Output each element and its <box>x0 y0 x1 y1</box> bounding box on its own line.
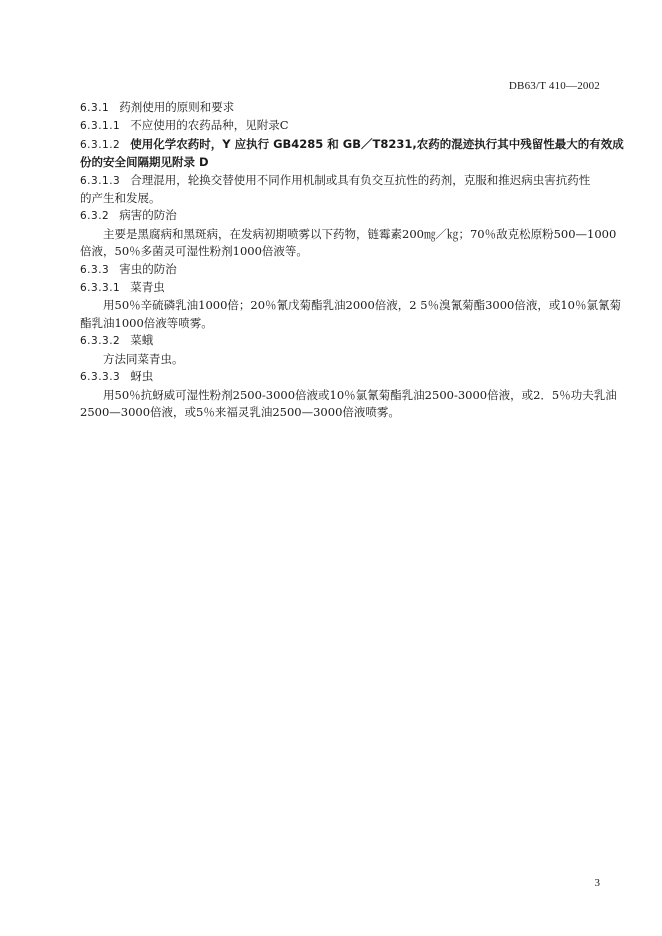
paragraph-aphid-line-1: 用50％抗蚜威可湿性粉剂2500-3000倍液或10％氯氰菊酯乳油2500-3000倍液，或2．5％功夫乳油 <box>103 387 617 402</box>
paragraph-diamondback-moth: 方法同菜青虫。 <box>103 351 184 366</box>
section-heading-6-3-3-1 <box>80 279 600 297</box>
section-number: 6.3.1 <box>80 102 110 114</box>
page-number: 3 <box>594 877 600 889</box>
clause-6-3-1-2 <box>80 136 624 154</box>
clause-text-line-2: 的产生和发展。 <box>80 191 161 206</box>
paragraph-cabbage-worm-line-1: 用50％辛硫磷乳油1000倍；20％氰戊菊酯乳油2000倍液，2 5％溴氰菊酯3000倍液，或10％氯氰菊 <box>103 298 621 313</box>
section-heading-6-3-3-3 <box>80 368 600 386</box>
clause-text-line-1: 合理混用，轮换交替使用不同作用机制或具有负交互抗性的药剂，克服和推迟病虫害抗药性 <box>130 172 591 187</box>
clause-text: 不应使用的农药品种，见附录C <box>130 118 289 133</box>
clause-6-3-1-1 <box>80 117 600 135</box>
section-title: 菜青虫 <box>130 280 165 295</box>
section-heading-6-3-1 <box>80 99 600 117</box>
paragraph-disease-control-line-1: 主要是黑腐病和黑斑病，在发病初期喷雾以下药物，链霉素200㎎／㎏；70％敌克松原粉500—1000 <box>103 226 617 241</box>
clause-number: 6.3.1.1 <box>80 120 121 133</box>
paragraph-cabbage-worm-line-2: 酯乳油1000倍液等喷雾。 <box>80 315 213 330</box>
clause-6-3-1-3 <box>80 172 600 190</box>
section-heading-6-3-2 <box>80 207 600 225</box>
clause-6-3-1-2-continuation <box>80 154 600 171</box>
document-body <box>80 99 624 421</box>
paragraph-aphid-line-2: 2500—3000倍液，或5％来福灵乳油2500—3000倍液喷雾。 <box>80 404 400 419</box>
clause-number: 6.3.1.2 <box>80 138 121 151</box>
section-number: 6.3.3.3 <box>80 371 121 384</box>
section-number: 6.3.3 <box>80 263 110 276</box>
clause-text-line-1: 使用化学农药时，Y 应执行 GB4285 和 GB／T8231,农药的混迹执行其中残留性最大的有效成 <box>130 136 624 151</box>
section-heading-6-3-3-2 <box>80 332 600 350</box>
section-title: 菜蛾 <box>130 333 154 348</box>
section-number: 6.3.3.2 <box>80 335 121 348</box>
section-title: 药剂使用的原则和要求 <box>119 100 235 114</box>
section-heading-6-3-3 <box>80 261 600 279</box>
section-title: 病害的防治 <box>119 208 177 223</box>
clause-text-line-2: 份的安全间隔期见附录 D <box>80 155 209 170</box>
paragraph-disease-control-line-2: 倍液，50％多菌灵可湿性粉剂1000倍液等。 <box>80 244 308 259</box>
clause-6-3-1-3-continuation <box>80 190 600 207</box>
section-number: 6.3.3.1 <box>80 282 121 295</box>
clause-number: 6.3.1.3 <box>80 174 121 187</box>
document-code: DB63/T 410—2002 <box>508 80 600 92</box>
section-number: 6.3.2 <box>80 210 110 223</box>
section-title: 蚜虫 <box>130 369 154 384</box>
section-title: 害虫的防治 <box>119 261 177 276</box>
